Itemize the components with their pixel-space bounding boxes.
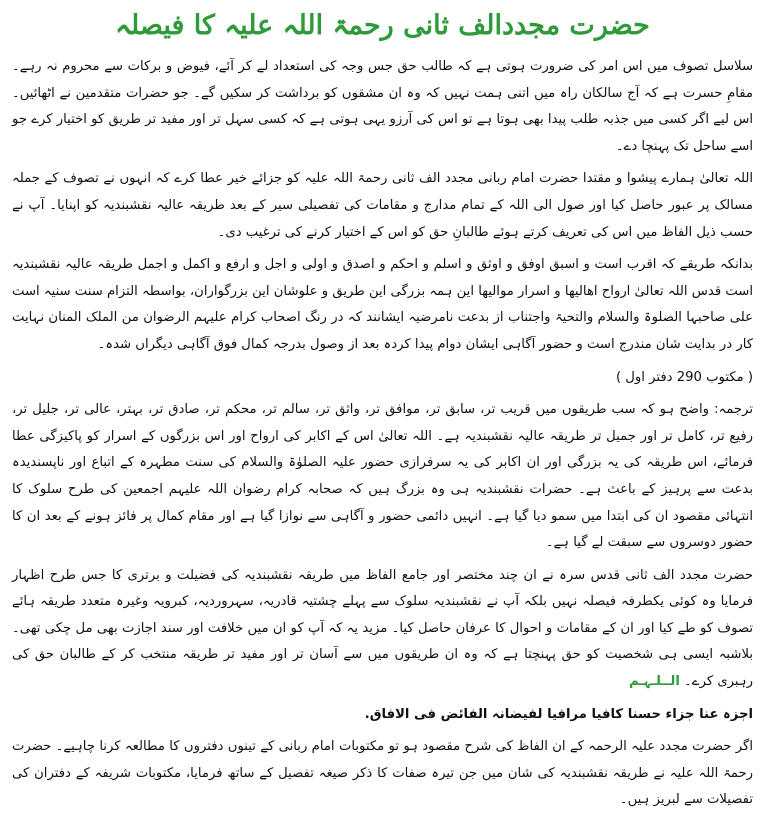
translation-label: ترجمہ:: [714, 402, 753, 418]
paragraph-mujaddid-praise: اللہ تعالیٰ ہمارے پیشوا و مقتدا حضرت امام ربانی مجدد الف ثانی رحمۃ اللہ علیہ کو جزائے خیر عطا کرے کہ انہوں نے تصوف کے جملہ مسالک پر عبور حاصل کیا اور صول الی اللہ کے تمام مدارج و مقامات کی تفصیلی سیر کے بعد طریقہ عالیہ نقشبندیہ کو اپنایا۔ آپ نے حسب ذیل الفاظ میں اس کی تعریف کرتے ہوئے طالبانِ حق کو اس کے اختیار کرنے کی ترغیب دی۔: [12, 171, 753, 240]
allahumma-text: الــلـہـم: [628, 674, 680, 690]
paragraph-verdict: [12, 563, 753, 696]
maktub-reference: ( مکتوب 290 دفتر اول ): [615, 369, 753, 385]
paragraph-intro: سلاسل تصوف میں اس امر کی ضرورت ہوتی ہے کہ طالب حق جس وجہ کی استعداد لے کر آئے، فیوض و برکات سے محروم نہ رہے۔ مقامِ حسرت ہے کہ آج سالکان راہ میں اتنی ہمت نہیں کہ وہ ان مشقوں کو برداشت کر سکیں گے۔ جو حضرات متقدمین نے اٹھائیں۔ اس لیے اگر کسی میں جذبہ طلب پیدا بھی ہوتا ہے تو اس کی آرزو یہی ہوتی ہے کہ کسی سہل تر اور مفید تر طریق کو اختیار کرے جو اسے ساحل تک پہنچا دے۔: [12, 59, 753, 154]
verdict-text: حضرت مجدد الف ثانی قدس سرہ نے ان چند مختصر اور جامع الفاظ میں طریقہ نقشبندیہ کی فضیلت و برتری کا جس طرح اظہار فرمایا وہ کوئی یکطرفہ فیصلہ نہیں بلکہ آپ نے نقشبندیہ سلوک سے پہلے چشتیہ قادریہ، سہروردیہ، کبرویہ وغیرہ متعدد طریقہ ہائے تصوف کو طے کیا اور ان کے مقامات و احوال کا عرفان حاصل کیا۔ مزید یہ کہ آپ کو ان میں خلافت اور سند اجازت بھی مل چکی تھی۔ بلاشبہ ایسی ہی شخصیت کو حق پہنچتا ہے کہ وہ ان طریقوں میں سے آسان تر اور مفید تر طریقہ منتخب کر کے طالبان حق کی رہبری کرے۔: [12, 567, 753, 690]
article-body: [12, 54, 753, 814]
paragraph-translation: [12, 397, 753, 557]
page-title: حضرت مجددالف ثانی رحمۃ اللہ علیہ کا فیصلہ: [115, 10, 650, 41]
paragraph-persian-quote: بدانکہ طریقے کہ اقرب است و اسبق اوفق و اوثق و اسلم و احکم و اصدق و اولی و اجل و ارفع و اکمل و اجمل طریقہ عالیہ نقشبندیہ است قدس اللہ تعالیٰ ارواح اھالیھا و اسرار موالیھا این ہمہ بزرگی این طریق و علوشان این بزرگواران، بواسطہ التزام سنت سنیہ است علی صاحبہا الصلوۃ والسلام والتحیۃ واجتناب از بدعت نامرضیہ ایشانند کہ در رنگ اصحاب کرام علیہم الرضوان من الملک المنان نہایت کار در بدایت شان مندرج است و حضور آگاہی ایشان دوام پیدا کردہ بعد از وصول بدرجہ کمال فوق آگاہی دیگراں شدہ۔: [12, 257, 753, 352]
arabic-dua-line: اجزہ عنا جزاء حسنا کافیا مرافیا لفیضانہ الفائض فی الافاق.: [364, 706, 753, 722]
paragraph-closing: اگر حضرت مجدد علیہ الرحمہ کے ان الفاظ کی شرح مقصود ہو تو مکتوبات امام ربانی کے تینوں دفتروں کا مطالعہ کرنا چاہیے۔ حضرت رحمۃ اللہ علیہ نے طریقہ نقشبندیہ کی شان میں جن تیرہ صفات کا ذکر صیغہ تفصیل کے ساتھ فرمایا، مکتوبات شریفہ کے دفتران کی تفصیلات سے لبریز ہیں۔: [12, 739, 753, 808]
translation-text: واضح ہو کہ سب طریقوں میں قریب تر، سابق تر، موافق تر، واثق تر، سالم تر، محکم تر، صادق تر، بہتر، عالی تر، جلیل تر، رفیع تر، کامل تر اور جمیل تر طریقہ عالیہ نقشبندیہ ہے۔ اللہ تعالیٰ اس کے اکابر کی ارواح اور اس بزرگوں کے اسرار کو پاکیزگی عطا فرمائے، اس طریقہ کی یہ بزرگی اور ان اکابر کی یہ سرفرازی حضور علیہ الصلوٰۃ والسلام کی سنت مطہرہ کے اتباع اور ناپسندیدہ بدعت سے پرہیز کے باعث ہے۔ حضرات نقشبندیہ ہی وہ بزرگ ہیں کہ صحابہ کرام رضوان اللہ علیہم اجمعین کی طرح سلوک کا انتہائی مقصود ان کی ابتدا میں سمو دیا گیا ہے۔ انہیں دائمی حضور و آگاہی سے نوازا گیا ہے اور مقام کمال پر فائز ہونے کے بعد ان کا حضور دوسروں سے سبقت لے گیا ہے۔: [12, 402, 753, 551]
